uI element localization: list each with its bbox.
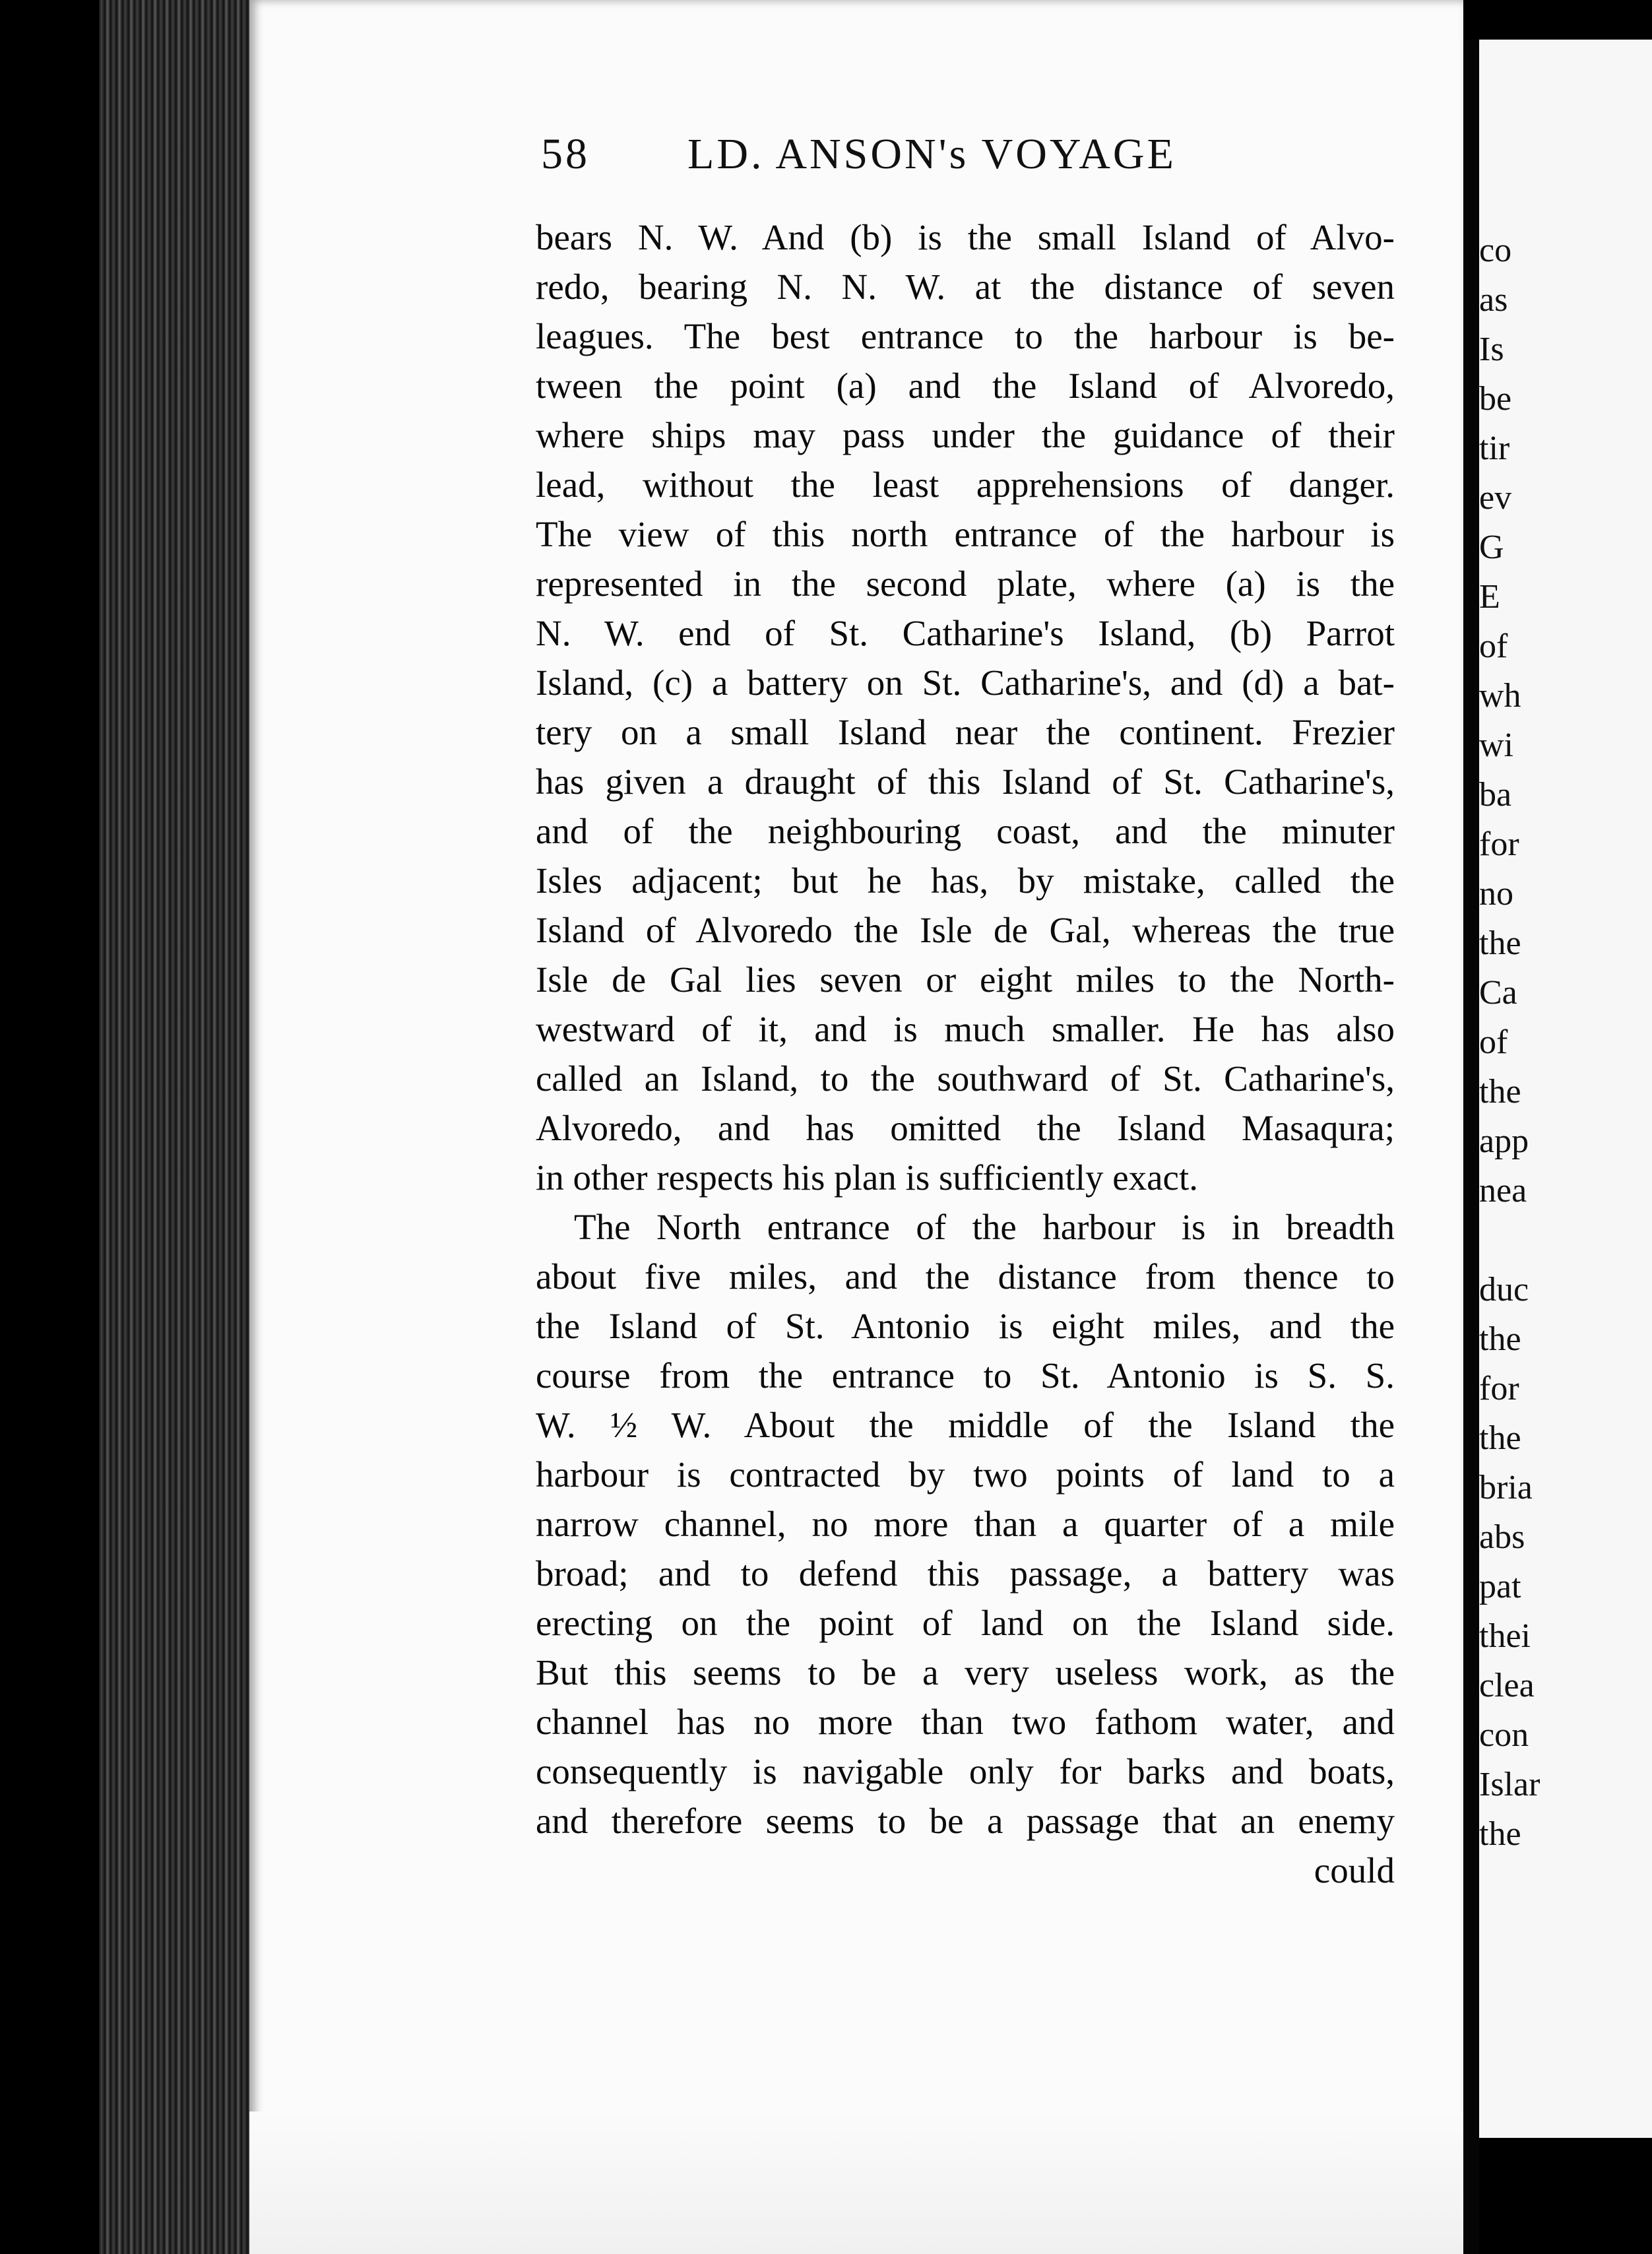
text-line: channel has no more than two fathom water, and [536, 1702, 1395, 1742]
text-line: in other respects his plan is sufficiently exact. [536, 1157, 1198, 1198]
page-header [541, 129, 1240, 202]
facing-page-text-fragment: the [1479, 1320, 1521, 1358]
facing-page-text-fragment: be [1479, 380, 1512, 418]
facing-page-text-fragment: for [1479, 1370, 1519, 1407]
text-line: Isles adjacent; but he has, by mistake, called the [536, 860, 1395, 901]
text-line: The North entrance of the harbour is in breadth [574, 1207, 1395, 1247]
facing-page-text-fragment: pat [1479, 1568, 1521, 1605]
facing-page-text-fragment: of [1479, 1023, 1508, 1061]
text-line: tery on a small Island near the continent. Frezier [536, 712, 1395, 752]
facing-page-text-fragment: abs [1479, 1518, 1525, 1556]
text-line: could [1314, 1850, 1395, 1890]
text-line: Island, (c) a battery on St. Catharine's, and (d) a bat- [536, 662, 1395, 703]
text-line: has given a draught of this Island of St. Catharine's, [536, 761, 1395, 802]
book-gutter [1463, 40, 1479, 2254]
text-line: narrow channel, no more than a quarter of a mile [536, 1504, 1395, 1544]
facing-page-text-fragment: for [1479, 825, 1519, 863]
facing-page-text-fragment: wh [1479, 677, 1521, 715]
facing-page-text-fragment: the [1479, 1073, 1521, 1111]
facing-page-text-fragment: G [1479, 529, 1504, 566]
text-line: about five miles, and the distance from thence to [536, 1256, 1395, 1297]
facing-page-text-fragment: wi [1479, 726, 1513, 764]
facing-page-text-fragment: E [1479, 578, 1500, 616]
text-line: Isle de Gal lies seven or eight miles to the North- [536, 959, 1395, 1000]
facing-page-text-fragment: thei [1479, 1617, 1531, 1655]
facing-page-text-fragment: con [1479, 1716, 1529, 1754]
text-line: bears N. W. And (b) is the small Island of Alvo- [536, 217, 1395, 257]
facing-page-text-fragment: bria [1479, 1469, 1533, 1506]
facing-page-text-fragment: ev [1479, 479, 1512, 517]
text-line: Island of Alvoredo the Isle de Gal, whereas the true [536, 910, 1395, 950]
facing-page-text-fragment: the [1479, 1419, 1521, 1457]
running-title: LD. ANSON's VOYAGE [687, 130, 1176, 178]
text-line: represented in the second plate, where (a) is the [536, 564, 1395, 604]
facing-page-text-fragment: as [1479, 281, 1508, 319]
text-line: and of the neighbouring coast, and the minuter [536, 811, 1395, 851]
facing-page-text-fragment: ba [1479, 776, 1512, 814]
facing-page-text-fragment: tir [1479, 430, 1510, 467]
facing-page-text-fragment: duc [1479, 1271, 1529, 1308]
text-line: consequently is navigable only for barks and boats, [536, 1751, 1395, 1791]
text-line: tween the point (a) and the Island of Alvoredo, [536, 366, 1395, 406]
facing-page-text-fragment: app [1479, 1122, 1529, 1160]
facing-page-text-fragment: Is [1479, 331, 1504, 368]
page-bottom-margin [249, 2111, 1463, 2254]
facing-page-fragment [1479, 40, 1652, 2138]
text-line: the Island of St. Antonio is eight miles, and the [536, 1306, 1395, 1346]
facing-page-text-fragment: Ca [1479, 974, 1517, 1012]
facing-page-text-fragment: nea [1479, 1172, 1527, 1209]
text-line: N. W. end of St. Catharine's Island, (b) Parrot [536, 613, 1395, 653]
text-line: harbour is contracted by two points of land to a [536, 1454, 1395, 1495]
text-line: But this seems to be a very useless work, as the [536, 1652, 1395, 1692]
text-line: course from the entrance to St. Antonio is S. S. [536, 1355, 1395, 1396]
book-page-edges [99, 0, 270, 2254]
text-line: lead, without the least apprehensions of danger. [536, 465, 1395, 505]
body-text [536, 212, 1395, 1895]
text-line: The view of this north entrance of the harbour is [536, 514, 1395, 554]
text-line: westward of it, and is much smaller. He has also [536, 1009, 1395, 1049]
text-line: leagues. The best entrance to the harbour is be- [536, 316, 1395, 356]
text-line: Alvoredo, and has omitted the Island Masaqura; [536, 1108, 1395, 1148]
text-line: erecting on the point of land on the Island side. [536, 1603, 1395, 1643]
facing-page-text-fragment: no [1479, 875, 1513, 913]
text-line: and therefore seems to be a passage that an enemy [536, 1801, 1395, 1841]
facing-page-text-fragment: the [1479, 1815, 1521, 1853]
facing-page-text-fragment: clea [1479, 1667, 1535, 1704]
text-line: where ships may pass under the guidance of their [536, 415, 1395, 455]
facing-page-text-fragment: co [1479, 232, 1512, 269]
text-line: broad; and to defend this passage, a battery was [536, 1553, 1395, 1594]
facing-page-text-fragment: the [1479, 924, 1521, 962]
text-line: called an Island, to the southward of St. Catharine's, [536, 1058, 1395, 1099]
text-line: redo, bearing N. N. W. at the distance of seven [536, 267, 1395, 307]
facing-page-text-fragment: of [1479, 628, 1508, 665]
facing-page-text-fragment: Islar [1479, 1766, 1541, 1803]
text-line: W. ½ W. About the middle of the Island the [536, 1405, 1395, 1445]
page-number: 58 [541, 130, 590, 178]
